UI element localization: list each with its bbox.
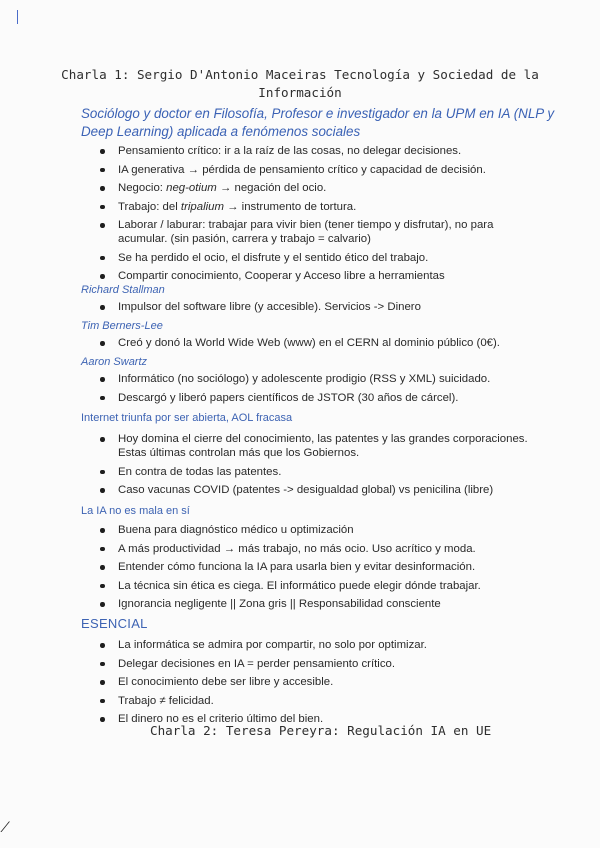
list-item: Compartir conocimiento, Cooperar y Acceso libre a herramientas <box>100 269 530 283</box>
talk-2-title: Charla 2: Teresa Pereyra: Regulación IA en UE <box>150 723 492 738</box>
list-item: Creó y donó la World Wide Web (www) en el CERN al dominio público (0€). <box>100 336 530 350</box>
list-item: En contra de todas las patentes. <box>100 465 530 479</box>
section-heading-berners-lee: Tim Berners-Lee <box>81 320 163 332</box>
list-item: Impulsor del software libre (y accesible). Servicios -> Dinero <box>100 300 530 314</box>
handwritten-mark: ⁄ <box>4 820 7 836</box>
list-item: La técnica sin ética es ciega. El informático puede elegir dónde trabajar. <box>100 579 530 593</box>
list-item: El dinero no es el criterio último del bien. <box>100 712 530 726</box>
list-item: Trabajo: del tripalium → instrumento de tortura. <box>100 200 530 214</box>
list-item: Se ha perdido el ocio, el disfrute y el sentido ético del trabajo. <box>100 251 530 265</box>
stallman-list <box>100 300 530 319</box>
list-item: Entender cómo funciona la IA para usarla bien y evitar desinformación. <box>100 560 530 574</box>
section-heading-swartz: Aaron Swartz <box>81 356 148 368</box>
list-item: Ignorancia negligente || Zona gris || Responsabilidad consciente <box>100 597 530 611</box>
list-item: IA generativa → pérdida de pensamiento crítico y capacidad de decisión. <box>100 163 530 177</box>
swartz-list <box>100 372 530 409</box>
list-item: Negocio: neg-otium → negación del ocio. <box>100 181 530 195</box>
section-heading-ia: La IA no es mala en sí <box>81 505 190 517</box>
list-item: Descargó y liberó papers científicos de JSTOR (30 años de cárcel). <box>100 391 530 405</box>
esencial-list <box>100 638 530 731</box>
list-item: La informática se admira por compartir, no solo por optimizar. <box>100 638 530 652</box>
berners-lee-list <box>100 336 530 355</box>
margin-ink-mark <box>17 10 18 24</box>
list-item: Hoy domina el cierre del conocimiento, las patentes y las grandes corporaciones. Estas últimas controlan más que los Gobiernos. <box>100 432 530 460</box>
talk-1-title: Charla 1: Sergio D'Antonio Maceiras Tecnología y Sociedad de la Información <box>61 67 539 100</box>
section-heading-stallman: Richard Stallman <box>81 284 165 296</box>
list-item: A más productividad → más trabajo, no más ocio. Uso acrítico y moda. <box>100 542 530 556</box>
list-item: El conocimiento debe ser libre y accesible. <box>100 675 530 689</box>
list-item: Laborar / laburar: trabajar para vivir bien (tener tiempo y disfrutar), no para acumular. (sin pasión, carrera y trabajo = calvario) <box>100 218 530 246</box>
list-item: Buena para diagnóstico médico u optimización <box>100 523 530 537</box>
list-item: Informático (no sociólogo) y adolescente prodigio (RSS y XML) suicidado. <box>100 372 530 386</box>
intro-list <box>100 144 530 288</box>
list-item: Caso vacunas COVID (patentes -> desigualdad global) vs penicilina (libre) <box>100 483 530 497</box>
internet-list <box>100 432 530 502</box>
list-item: Delegar decisiones en IA = perder pensamiento crítico. <box>100 657 530 671</box>
section-heading-internet: Internet triunfa por ser abierta, AOL fracasa <box>81 412 293 424</box>
speaker-description: Sociólogo y doctor en Filosofía, Profesor e investigador en la UPM en IA (NLP y Deep Learning) aplicada a fenómenos sociales <box>81 106 555 139</box>
list-item: Pensamiento crítico: ir a la raíz de las cosas, no delegar decisiones. <box>100 144 530 158</box>
section-heading-esencial: ESENCIAL <box>81 616 148 631</box>
ia-list <box>100 523 530 616</box>
list-item: Trabajo ≠ felicidad. <box>100 694 530 708</box>
